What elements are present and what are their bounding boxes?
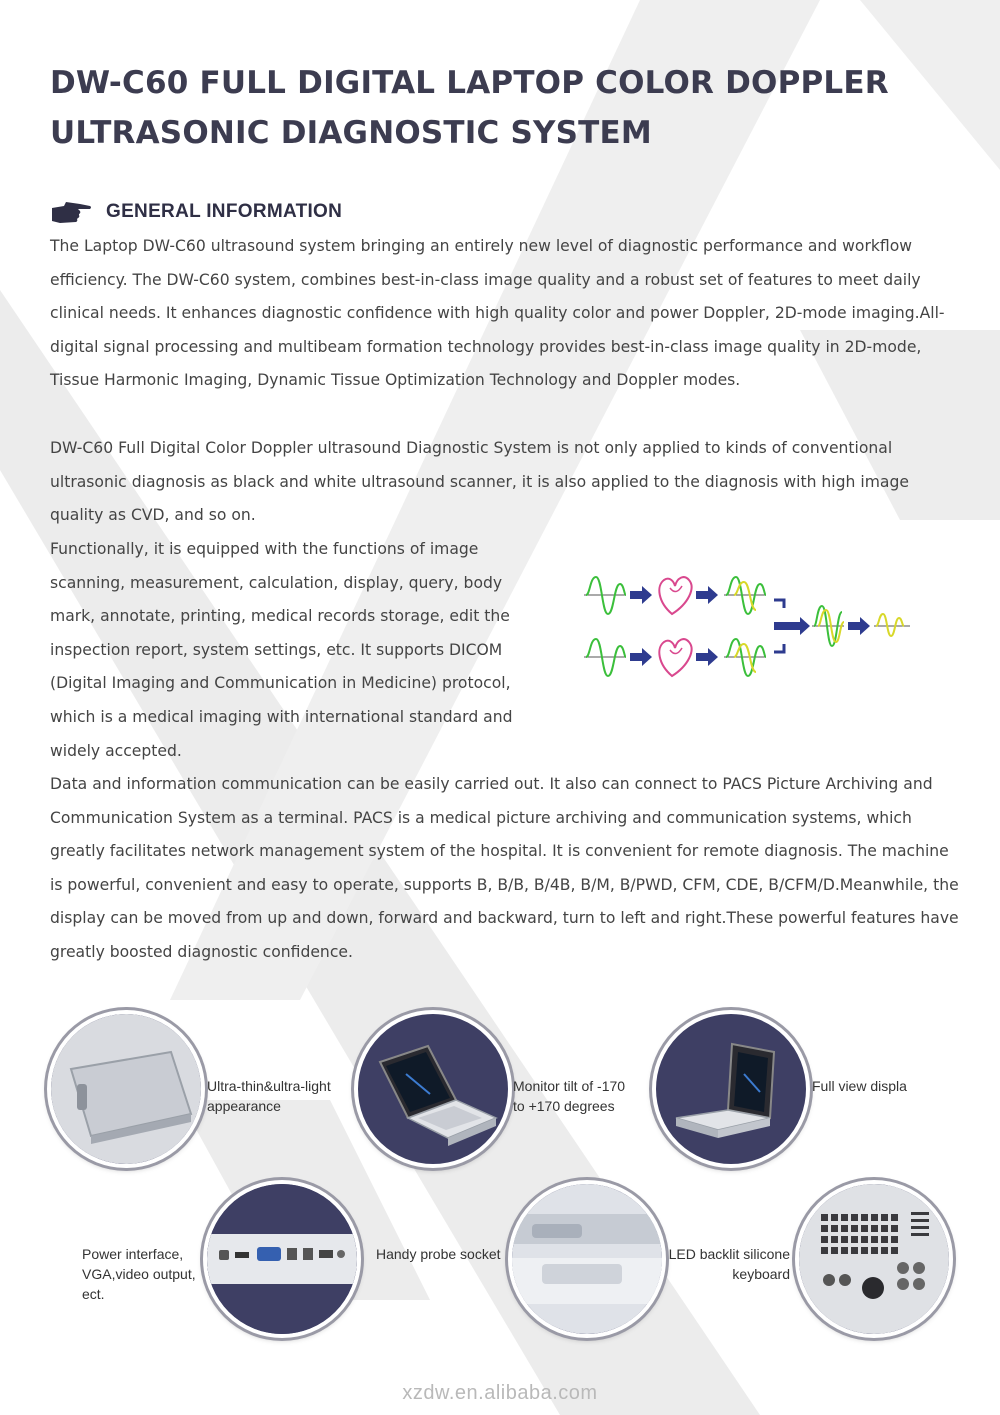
keyboard-icon (799, 1184, 949, 1334)
feature-label-line: ect. (82, 1286, 105, 1302)
feature-label-line: LED backlit silicone (668, 1246, 790, 1262)
section-header (50, 198, 342, 226)
heart-icon (659, 639, 691, 676)
feature-label-line: Monitor tilt of -170 (513, 1078, 626, 1094)
pointing-hand-icon (50, 198, 92, 226)
waveform-icon (584, 639, 626, 676)
feature-label-keyboard (660, 1244, 790, 1284)
doppler-signal-diagram (578, 562, 918, 680)
waveform-icon (724, 639, 766, 676)
heart-icon (659, 577, 691, 614)
feature-image-monitor-tilt (354, 1010, 512, 1168)
ports-panel-icon (207, 1184, 357, 1334)
arrow-right-icon (630, 586, 652, 604)
paragraph-intro: The Laptop DW-C60 ultrasound system bringing an entirely new level of diagnostic performance and workflow efficiency. The DW-C60 system, combines best-in-class image quality and a robust set of features to meet daily clinical needs. It enhances diagnostic confidence with high quality color and power Doppler, 2D-mode imaging.All-digital signal processing and multibeam formation technology provides best-in-class image quality in 2D-mode, Tissue Harmonic Imaging, Dynamic Tissue Optimization Technology and Doppler modes. (50, 237, 945, 390)
feature-label-line: appearance (207, 1098, 281, 1114)
watermark: xzdw.en.alibaba.com (402, 1382, 598, 1404)
arrow-right-icon (630, 648, 652, 666)
feature-label-line: to +170 degrees (513, 1098, 615, 1114)
arrow-right-icon (696, 586, 718, 604)
title-line-2: ULTRASONIC DIAGNOSTIC SYSTEM (50, 115, 652, 151)
laptop-open-side-icon (656, 1014, 806, 1164)
feature-label-monitor-tilt (513, 1076, 625, 1116)
feature-image-full-view (652, 1010, 810, 1168)
arrow-right-icon (848, 617, 870, 635)
feature-label-line: VGA,video output, (82, 1266, 196, 1282)
feature-label-line: keyboard (732, 1266, 790, 1282)
feature-image-probe-socket (508, 1180, 666, 1338)
combined-waveform-icon (812, 606, 844, 646)
feature-image-keyboard (795, 1180, 953, 1338)
feature-label-full-view (812, 1076, 907, 1096)
feature-label-power-interface (82, 1244, 196, 1304)
feature-label-line: Handy probe socket (376, 1246, 501, 1262)
paragraph-functions: Functionally, it is equipped with the functions of image scanning, measurement, calculation, display, query, body mark, annotate, printing, medical records storage, edit the inspection report, system settings, etc. It supports DICOM (Digital Imaging and Communication in Medicine) protocol, which is a medical imaging with international standard and widely accepted. (50, 540, 513, 760)
arrow-right-icon (696, 648, 718, 666)
feature-image-ports (203, 1180, 361, 1338)
probe-socket-icon (512, 1184, 662, 1334)
waveform-icon (724, 577, 766, 614)
feature-label-probe-socket (376, 1244, 501, 1264)
paragraph-application: DW-C60 Full Digital Color Doppler ultrasound Diagnostic System is not only applied to kinds of conventional ultrasonic diagnosis as black and white ultrasound scanner, it is also applied to the diagnosis with high image quality as CVD, and so on. (50, 439, 909, 525)
section-heading: GENERAL INFORMATION (106, 201, 343, 222)
paragraph-communication: Data and information communication can be easily carried out. It also can connect to PACS Picture Archiving and Communication System as a terminal. PACS is a medical picture archiving and communication systems, which greatly facilitates network management system of the hospital. It is convenient for remote diagnosis. The machine is powerful, convenient and easy to operate, supports B, B/B, B/4B, B/M, B/PWD, CFM, CDE, B/CFM/D.Meanwhile, the display can be moved from up and down, forward and backward, turn to left and right.These powerful features have greatly boosted diagnostic confidence. (50, 775, 959, 961)
laptop-open-icon (358, 1014, 508, 1164)
feature-label-ultra-thin (207, 1076, 331, 1116)
page-title (50, 58, 950, 158)
laptop-closed-icon (51, 1014, 201, 1164)
waveform-icon (584, 577, 626, 614)
feature-label-line: Ultra-thin&ultra-light (207, 1078, 331, 1094)
merge-arrow-icon (774, 600, 810, 652)
title-line-1: DW-C60 FULL DIGITAL LAPTOP COLOR DOPPLER (50, 65, 889, 101)
waveform-icon (874, 614, 910, 636)
feature-label-line: Power interface, (82, 1246, 184, 1262)
feature-image-ultra-thin (47, 1010, 205, 1168)
feature-label-line: Full view displa (812, 1078, 907, 1094)
